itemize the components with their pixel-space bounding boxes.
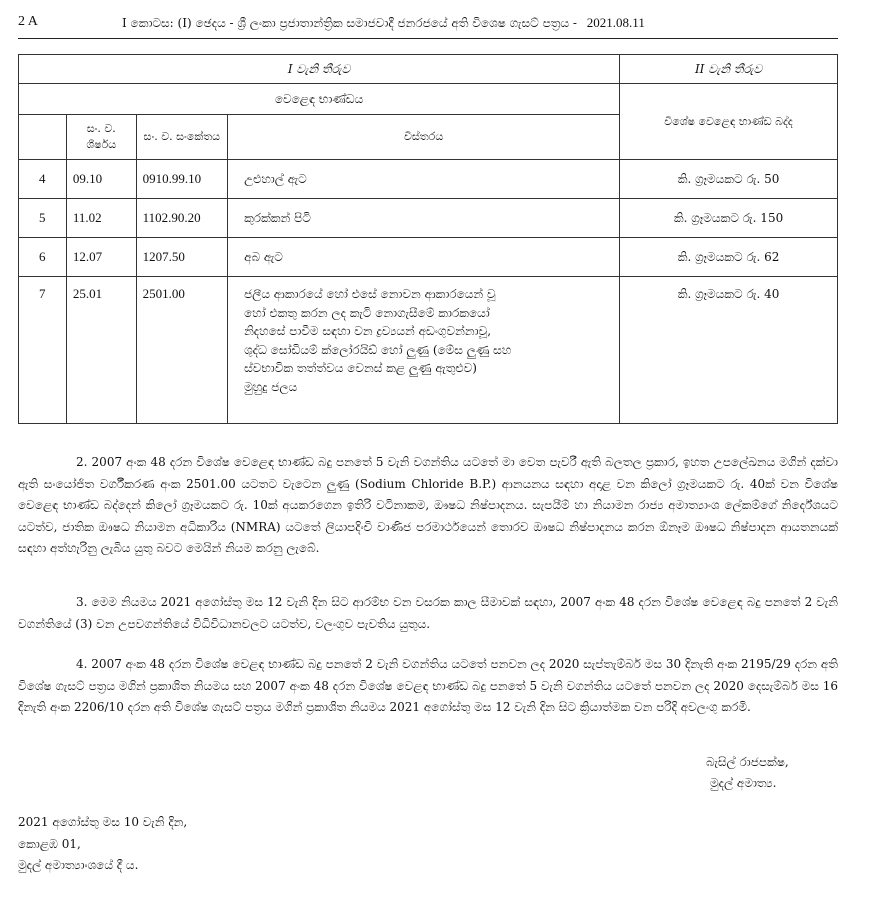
- place-date-block: [18, 812, 187, 877]
- signature-block: [706, 752, 789, 794]
- place-line: කොළඹ 01,: [18, 836, 81, 851]
- description-line: ස්වභාවික තත්ත්වය වෙනස් කළ ලුණු ඇතුළුව): [244, 361, 477, 375]
- hs-code: 1102.90.20: [136, 199, 227, 238]
- levy: කි. ග්‍රෑමයකට රු. 150: [620, 199, 838, 238]
- row-number: 7: [19, 277, 67, 424]
- row-number: 4: [19, 160, 67, 199]
- levy-header: විශේෂ වෙළෙඳ භාණ්ඩ බද්ද: [620, 84, 838, 160]
- description-line: ශුද්ධ සෝඩියම් ක්ලෝරයිඩ් හෝ ලුණු (මේස ලුණු සහ: [244, 342, 512, 357]
- hs-code-header: සං. ව. සංකේතය: [136, 115, 227, 160]
- description: [228, 277, 620, 424]
- row-number: 6: [19, 238, 67, 277]
- levy: කි. ග්‍රෑමයකට රු. 62: [620, 238, 838, 277]
- description: කුරක්කන් පිටි: [228, 199, 620, 238]
- signatory-title: මුදල් අමාත්‍ය.: [710, 776, 777, 790]
- description: උළුහාල් ඇට: [228, 160, 620, 199]
- paragraph-2: [18, 452, 838, 560]
- page-header: [18, 12, 838, 39]
- table-row: [19, 160, 838, 199]
- page-number: 2 A: [18, 14, 38, 29]
- hs-code: 1207.50: [136, 238, 227, 277]
- office-line: මුදල් අමාත්‍යාංශයේ දී ය.: [18, 858, 139, 872]
- description-line: මුහුදු ජලය: [244, 379, 298, 394]
- column-2-header: II වැනි තීරුව: [620, 55, 838, 84]
- running-head: [122, 15, 645, 31]
- paragraph-2-text: 2. 2007 අංක 48 දරන විශේෂ වෙළෙඳ භාණ්ඩ බදු පනතේ 5 වැනි වගන්තිය යටතේ මා වෙත පැවරී ඇති බලතල ප්‍රකාර, ඉහත උපලේඛනය මගින් දක්වා ඇති සංයෝජිත වර්ගීකරණ අංක 2501.00 යටතට වැටෙන ලුණු (Sodium Chloride B.P.) ආනයනය සඳහා අදාළ වන කිලෝ ග්‍රෑමයකට රු. 40ක් වන විශේෂ වෙළෙඳ භාණ්ඩ බද්දෙන් කිලෝ ග්‍රෑමයකට රු. 10ක් අයකරගෙන ඉතිරි වටිනාකම, ඖෂධ නිෂ්පාදනය. සැපයීම් හා නියාමන රාජ්‍ය අමාත්‍යාංශ ලේකම්ගේ නිර්දේශයට යටත්ව, ජාතික ඖෂධ නියාමන අධිකාරිය (NMRA) යටතේ ලියාපදිංචි වාණිජ පරමාර්ථයෙන් තොරව ඖෂධ නිෂ්පාදනය කරන ඕනෑම ඖෂධ නිෂ්පාදන ආයතනයක් සඳහා අත්හැරිනු ලැබිය යුතු බවට මෙයින් නියම කරනු ලැබේ.: [18, 455, 838, 555]
- description: අබ ඇට: [228, 238, 620, 277]
- date-line: 2021 අගෝස්තු මස 10 වැනි දින,: [18, 815, 188, 829]
- schedule-table: [18, 54, 838, 424]
- levy: කි. ග්‍රෑමයකට රු. 50: [620, 160, 838, 199]
- signatory-name: බැසිල් රාජපක්ෂ,: [706, 755, 789, 769]
- hs-heading: 09.10: [66, 160, 136, 199]
- row-number: 5: [19, 199, 67, 238]
- paragraph-4-text: 4. 2007 අංක 48 දරන විශේෂ වෙළඳ භාණ්ඩ බදු පනතේ 2 වැනි වගන්තිය යටතේ පනවන ලද 2020 සැප්තැම්බර් මස 30 දිනැති අංක 2195/29 දරන අති විශේෂ ගැසට් පත්‍රය මගින් ප්‍රකාශිත නියමය සහ 2007 අංක 48 දරන විශේෂ වෙළඳ භාණ්ඩ බදු පනතේ 5 වැනි වගන්තිය යටතේ පනවන ලද 2020 දෙසැම්බර් මස 16 දිනැති අංක 2206/10 දරන අති විශේෂ ගැසට් පත්‍රය මගින් ප්‍රකාශිත නියමය 2021 අගෝස්තු මස 12 වැනි දින සිට ක්‍රියාත්මක වන පරිදි අවලංගු කරමි.: [18, 657, 838, 714]
- description-line: නිදහසේ පාවීම සඳහා වන ද්‍රව්‍යයන් අඩංගුවන්නාවූ,: [244, 324, 492, 338]
- goods-header: වෙළෙඳ භාණ්ඩය: [19, 84, 620, 115]
- description-line: හෝ එකතු කරන ලද කැටි නොගැසීමේ කාරකයෝ: [244, 305, 490, 320]
- table-row: [19, 238, 838, 277]
- paragraph-3: [18, 592, 838, 635]
- hs-heading: 12.07: [66, 238, 136, 277]
- paragraph-4: [18, 654, 838, 719]
- hs-heading: 11.02: [66, 199, 136, 238]
- levy: කි. ග්‍රෑමයකට රු. 40: [620, 277, 838, 424]
- gazette-title: I කොටස: (I) ඡෙදය - ශ්‍රී ලංකා ප්‍රජාතාන්ත්‍රික සමාජවාදී ජනරජයේ අති විශෙෂ ගැසට් පත්‍රය -: [122, 16, 577, 30]
- gazette-date: 2021.08.11: [586, 15, 645, 30]
- description-header: විස්තරය: [228, 115, 620, 160]
- description-line: ජලීය ආකාරයේ හෝ එසේ නොවන ආකාරයෙන් වූ: [244, 287, 496, 301]
- hs-code: 2501.00: [136, 277, 227, 424]
- table-row: [19, 277, 838, 424]
- paragraph-3-text: 3. මෙම නියමය 2021 අගෝස්තු මස 12 වැනි දින සිට ආරම්භ වන වසරක කාල සීමාවක් සඳහා, 2007 අංක 48 දරන විශේෂ වෙළෙඳ බදු පනතේ 2 වැනි වගන්තියේ (3) වන උපවගන්තියේ විධිවිධානවලට යටත්ව, වලංගුව පැවතිය යුතුය.: [18, 595, 838, 631]
- hs-heading: 25.01: [66, 277, 136, 424]
- hs-code: 0910.99.10: [136, 160, 227, 199]
- hs-heading-header: සං. ව. ශීර්ෂය: [66, 115, 136, 160]
- table-row: [19, 199, 838, 238]
- no-header: [19, 115, 67, 160]
- column-1-header: I වැනි තීරුව: [19, 55, 620, 84]
